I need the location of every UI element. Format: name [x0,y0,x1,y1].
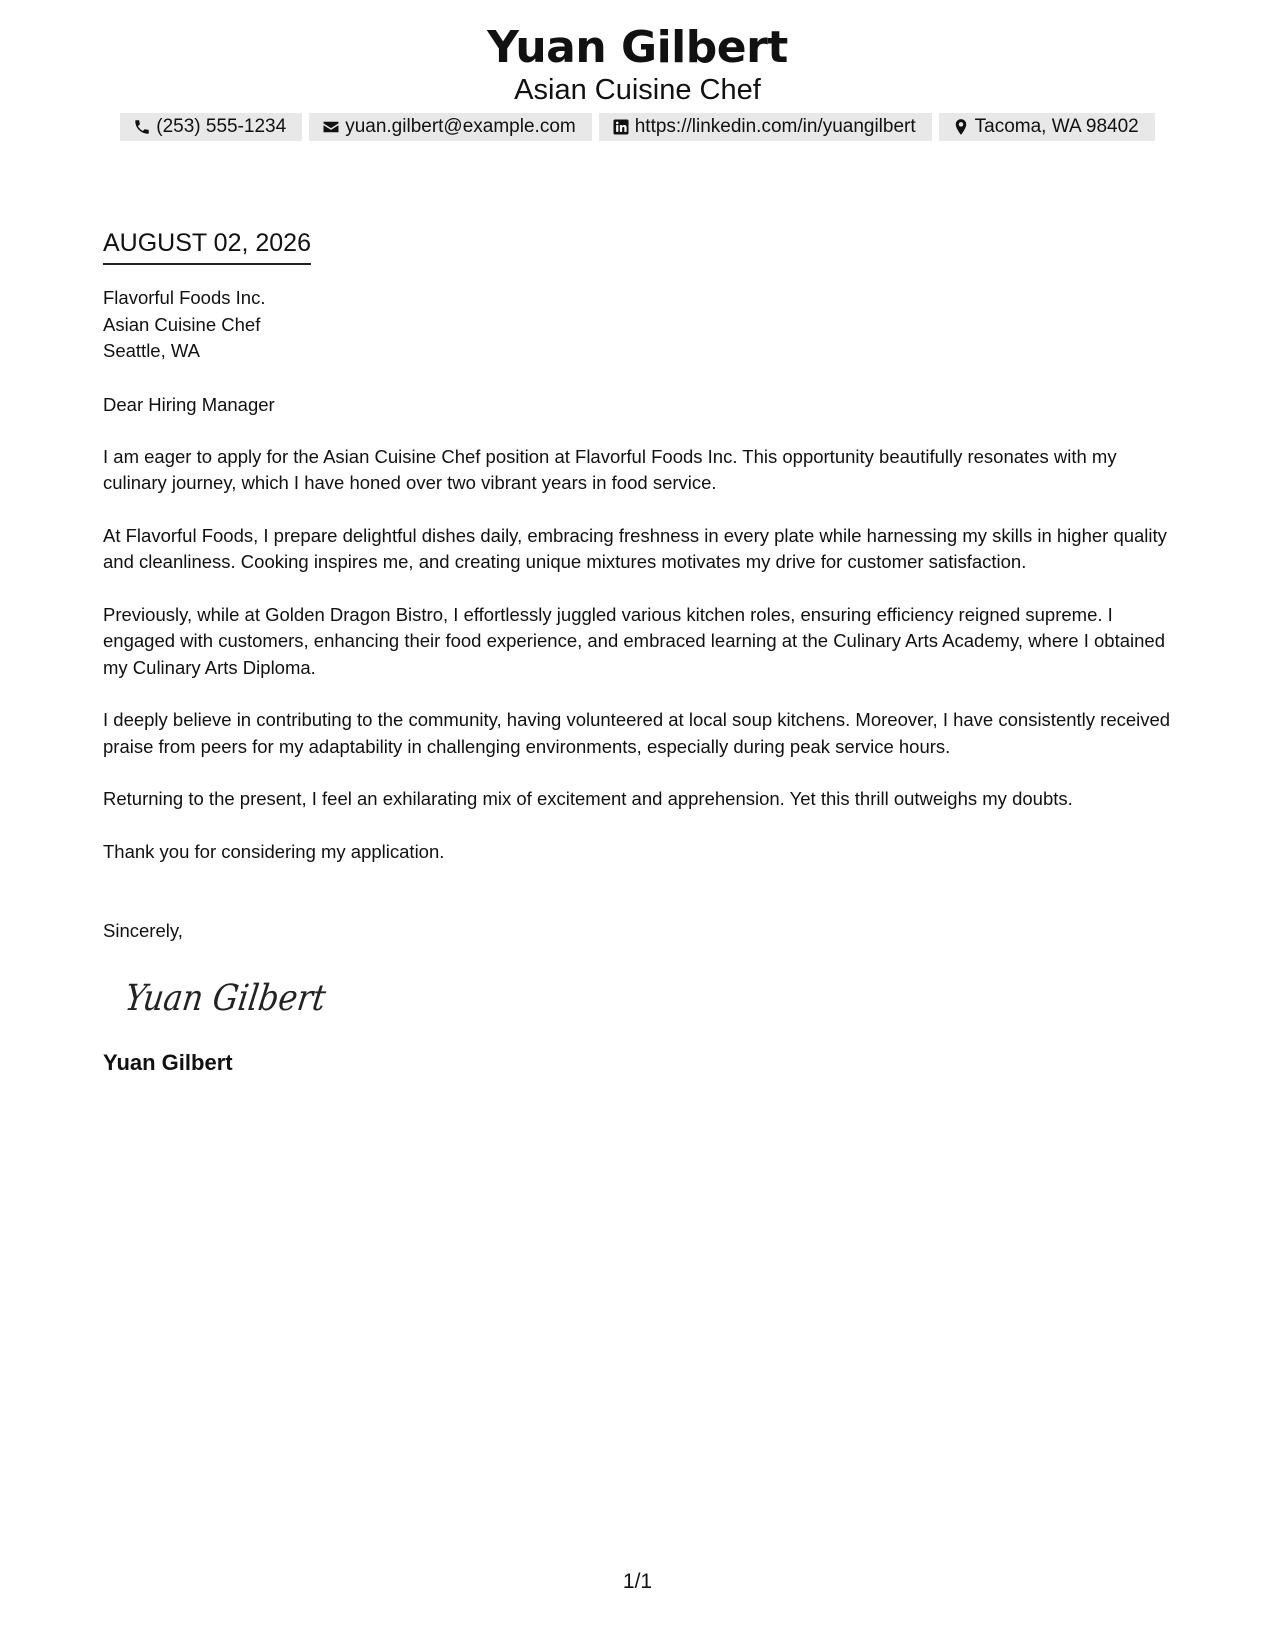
letter-header [0,22,1275,107]
recipient-company: Flavorful Foods Inc. [103,287,266,308]
map-marker-icon [952,118,970,136]
applicant-name: Yuan Gilbert [487,22,788,73]
page-number: 1/1 [622,1570,653,1593]
recipient-block [103,285,1183,365]
contact-phone-text: (253) 555-1234 [156,116,287,137]
signature-image [125,972,355,1024]
applicant-title: Asian Cuisine Chef [514,74,761,106]
salutation: Dear Hiring Manager [103,393,275,415]
contact-location-text: Tacoma, WA 98402 [974,116,1139,137]
paragraph-4: I deeply believe in contributing to the community, having volunteered at local soup kitchens. Moreover, I have consistently received praise from peers for my adaptability in challenging environments, especially during peak service hours. [103,709,1171,757]
recipient-position: Asian Cuisine Chef [103,313,261,335]
contact-bar [0,113,1275,141]
letter-date: AUGUST 02, 2026 [103,226,311,265]
letter-body [103,226,1183,1077]
paragraph-2: At Flavorful Foods, I prepare delightful dishes daily, embracing freshness in every plate while harnessing my skills in higher quality and cleanliness. Cooking inspires me, and creating unique mixtures motivates my drive for customer satisfaction. [103,524,1167,572]
contact-linkedin[interactable] [599,113,932,141]
linkedin-icon [612,118,630,136]
contact-linkedin-text: https://linkedin.com/in/yuangilbert [634,116,916,137]
contact-location [939,113,1155,141]
paragraph-6: Thank you for considering my application. [103,840,445,862]
closing: Sincerely, [103,920,183,941]
phone-icon [133,118,151,136]
contact-phone[interactable] [120,113,302,141]
contact-email-text: yuan.gilbert@example.com [345,116,576,137]
contact-email[interactable] [309,113,592,141]
signed-name: Yuan Gilbert [103,1050,233,1075]
envelope-icon [322,118,340,136]
paragraph-3: Previously, while at Golden Dragon Bistro, I effortlessly juggled various kitchen roles, ensuring efficiency reigned supreme. I engaged with customers, enhancing their food experience, and embraced learning at the Culinary Arts Academy, where I obtained my Culinary Arts Diploma. [103,603,1165,678]
signature-text: Yuan Gilbert [125,976,355,1019]
recipient-location: Seattle, WA [103,340,200,361]
paragraph-5: Returning to the present, I feel an exhilarating mix of excitement and apprehension. Yet this thrill outweighs my doubts. [103,788,1073,809]
paragraph-1: I am eager to apply for the Asian Cuisine Chef position at Flavorful Foods Inc. This opportunity beautifully resonates with my culinary journey, which I have honed over two vibrant years in food service. [103,445,1117,493]
